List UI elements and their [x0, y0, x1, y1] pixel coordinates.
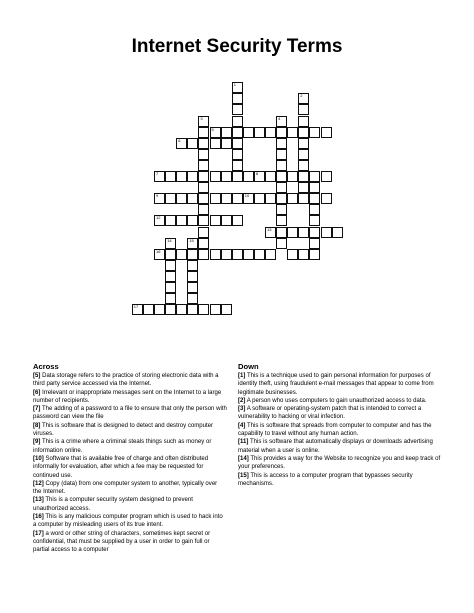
- grid-cell[interactable]: [254, 127, 265, 138]
- grid-cell[interactable]: [276, 149, 287, 160]
- grid-cell[interactable]: [232, 171, 243, 182]
- grid-cell[interactable]: [332, 227, 343, 238]
- clue-number: 7: [156, 171, 159, 176]
- across-heading: Across: [33, 362, 59, 371]
- down-clue: [238, 422, 446, 439]
- grid-cell[interactable]: [187, 171, 198, 182]
- clue-text: Software that is available free of charge and often distributed informally for evaluation, after which a fee may be requested for continued use.: [33, 455, 209, 479]
- page-title: Internet Security Terms: [131, 36, 343, 57]
- grid-cell[interactable]: [298, 193, 309, 204]
- clue-number: [13]: [33, 497, 44, 504]
- down-clue-list: [238, 372, 446, 488]
- across-clues: [33, 362, 227, 555]
- clue-number: [14]: [238, 455, 249, 462]
- grid-cell[interactable]: [198, 249, 209, 260]
- grid-cell[interactable]: [154, 193, 165, 204]
- grid-cell[interactable]: [265, 227, 276, 238]
- grid-cell[interactable]: [265, 249, 276, 260]
- down-clue: [238, 455, 446, 472]
- clue-text: This is software that is designed to detect and destroy computer viruses.: [33, 422, 214, 438]
- grid-cell[interactable]: [198, 127, 209, 138]
- grid-cell[interactable]: [276, 116, 287, 127]
- clue-number: 8: [255, 171, 259, 176]
- grid-cell[interactable]: [232, 215, 243, 226]
- grid-cell[interactable]: [176, 215, 187, 226]
- down-clue: [238, 472, 446, 489]
- grid-cell[interactable]: [309, 127, 320, 138]
- grid-cell[interactable]: [187, 138, 198, 149]
- across-clue-list: [33, 372, 227, 555]
- grid-cell[interactable]: [143, 304, 154, 315]
- grid-cell[interactable]: [309, 249, 320, 260]
- grid-cell[interactable]: [276, 182, 287, 193]
- clue-number: [15]: [238, 472, 249, 479]
- grid-cell[interactable]: [210, 304, 221, 315]
- clue-text: a word or other string of characters, sometimes kept secret or confidential, that must be supplied by a user in order to gain full or partial access to a computer: [33, 530, 211, 554]
- grid-cell[interactable]: [309, 238, 320, 249]
- down-clue: [238, 397, 446, 405]
- clue-text: This provides a way for the Website to recognize you and keep track of your preferences.: [238, 455, 441, 471]
- grid-cell[interactable]: [298, 182, 309, 193]
- grid-cell[interactable]: [198, 171, 209, 182]
- grid-cell[interactable]: [221, 127, 232, 138]
- grid-cell[interactable]: [165, 238, 176, 249]
- down-clue: [238, 438, 446, 455]
- grid-cell[interactable]: [276, 238, 287, 249]
- clue-number: 4: [278, 115, 281, 121]
- grid-cell[interactable]: [198, 160, 209, 171]
- grid-cell[interactable]: [198, 149, 209, 160]
- grid-cell[interactable]: [210, 138, 221, 149]
- grid-cell[interactable]: [321, 227, 332, 238]
- grid-cell[interactable]: [309, 182, 320, 193]
- down-clues: [238, 362, 446, 488]
- clue-number: 12: [156, 215, 161, 221]
- clue-text: Copy (data) from one computer system to another, typically over the Internet.: [33, 480, 218, 496]
- grid-cell[interactable]: [176, 249, 187, 260]
- clue-number: [9]: [33, 439, 41, 446]
- grid-cell[interactable]: [243, 193, 254, 204]
- grid-cell[interactable]: [165, 304, 176, 315]
- across-clue: [33, 513, 227, 530]
- across-clue: [33, 530, 227, 555]
- grid-cell[interactable]: [276, 227, 287, 238]
- clue-number: 6: [178, 137, 181, 143]
- grid-cell[interactable]: [309, 215, 320, 226]
- grid-cell[interactable]: [254, 171, 265, 182]
- across-clue: [33, 455, 227, 480]
- clue-number: 17: [133, 304, 139, 310]
- grid-cell[interactable]: [154, 249, 165, 260]
- grid-cell[interactable]: [309, 193, 320, 204]
- down-clue: [238, 372, 446, 397]
- grid-cell[interactable]: [298, 93, 309, 104]
- grid-cell[interactable]: [298, 149, 309, 160]
- grid-cell[interactable]: [298, 127, 309, 138]
- grid-cell[interactable]: [198, 193, 209, 204]
- grid-cell[interactable]: [221, 193, 232, 204]
- grid-cell[interactable]: [187, 271, 198, 282]
- clue-number: [17]: [33, 530, 44, 537]
- grid-cell[interactable]: [221, 249, 232, 260]
- grid-cell[interactable]: [276, 215, 287, 226]
- grid-cell[interactable]: [287, 249, 298, 260]
- grid-cell[interactable]: [232, 116, 243, 127]
- grid-cell[interactable]: [232, 149, 243, 160]
- grid-cell[interactable]: [287, 127, 298, 138]
- grid-cell[interactable]: [176, 138, 187, 149]
- grid-cell[interactable]: [221, 304, 232, 315]
- grid-cell[interactable]: [232, 104, 243, 115]
- grid-cell[interactable]: [298, 227, 309, 238]
- grid-cell[interactable]: [165, 271, 176, 282]
- grid-cell[interactable]: [154, 304, 165, 315]
- clue-number: [11]: [238, 439, 249, 446]
- grid-cell[interactable]: [165, 260, 176, 271]
- across-clue: [33, 389, 227, 406]
- grid-cell[interactable]: [243, 249, 254, 260]
- clue-text: This is any malicious computer program which is used to hack into a computer by misleading users of its true intent.: [33, 514, 223, 529]
- grid-cell[interactable]: [187, 260, 198, 271]
- grid-cell[interactable]: [198, 204, 209, 215]
- clue-text: This is software that automatically displays or downloads advertising material when a user is online.: [238, 439, 433, 454]
- across-clue: [33, 438, 227, 455]
- grid-cell[interactable]: [298, 249, 309, 260]
- clue-number: 1: [233, 82, 236, 88]
- clue-text: This is a computer security system designed to prevent unauthorized access.: [33, 497, 193, 512]
- clue-text: Data storage refers to the practice of storing electronic data with a third party service accessed via the Internet.: [33, 373, 219, 388]
- grid-cell[interactable]: [232, 93, 243, 104]
- grid-cell[interactable]: [210, 171, 221, 182]
- clue-number: [2]: [238, 397, 246, 404]
- clue-number: [4]: [238, 422, 246, 429]
- clue-number: 9: [156, 193, 159, 199]
- clue-text: The adding of a password to a file to ensure that only the person with password can view the file: [33, 406, 227, 421]
- grid-cell[interactable]: [187, 304, 198, 315]
- grid-cell[interactable]: [232, 138, 243, 149]
- grid-cell[interactable]: [210, 215, 221, 226]
- clue-number: 16: [156, 248, 161, 254]
- clue-number: [5]: [33, 373, 41, 379]
- grid-cell[interactable]: [243, 127, 254, 138]
- grid-cell[interactable]: [287, 171, 298, 182]
- across-clue: [33, 405, 227, 422]
- grid-cell[interactable]: [221, 171, 232, 182]
- grid-cell[interactable]: [232, 249, 243, 260]
- grid-cell[interactable]: [298, 160, 309, 171]
- grid-cell[interactable]: [176, 193, 187, 204]
- clue-number: [7]: [33, 406, 41, 413]
- grid-cell[interactable]: [298, 138, 309, 149]
- grid-cell[interactable]: [265, 193, 276, 204]
- grid-cell[interactable]: [198, 238, 209, 249]
- grid-cell[interactable]: [210, 193, 221, 204]
- clue-number: 3: [200, 115, 203, 121]
- clue-number: [10]: [33, 455, 44, 462]
- clue-number: 15: [189, 237, 194, 243]
- clue-text: This is access to a computer program that bypasses security mechanisms.: [238, 472, 413, 487]
- grid-cell[interactable]: [232, 82, 243, 93]
- grid-cell[interactable]: [232, 127, 243, 138]
- grid-cell[interactable]: [287, 193, 298, 204]
- grid-cell[interactable]: [198, 182, 209, 193]
- grid-cell[interactable]: [165, 215, 176, 226]
- grid-cell[interactable]: [132, 304, 143, 315]
- grid-cell[interactable]: [321, 171, 332, 182]
- grid-cell[interactable]: [321, 127, 332, 138]
- grid-cell[interactable]: [276, 160, 287, 171]
- across-clue: [33, 496, 227, 513]
- grid-cell[interactable]: [276, 193, 287, 204]
- grid-cell[interactable]: [198, 116, 209, 127]
- clue-text: A person who uses computers to gain unauthorized access to data.: [246, 397, 427, 404]
- grid-cell[interactable]: [165, 293, 176, 304]
- grid-cell[interactable]: [165, 282, 176, 293]
- grid-cell[interactable]: [154, 171, 165, 182]
- grid-cell[interactable]: [276, 204, 287, 215]
- grid-cell[interactable]: [210, 249, 221, 260]
- grid-cell[interactable]: [254, 193, 265, 204]
- across-clue: [33, 372, 227, 389]
- grid-cell[interactable]: [309, 204, 320, 215]
- grid-cell[interactable]: [187, 293, 198, 304]
- grid-cell[interactable]: [198, 138, 209, 149]
- clue-number: 10: [244, 193, 250, 199]
- grid-cell[interactable]: [210, 127, 221, 138]
- grid-cell[interactable]: [254, 249, 265, 260]
- grid-cell[interactable]: [298, 116, 309, 127]
- grid-cell[interactable]: [298, 171, 309, 182]
- grid-cell[interactable]: [321, 193, 332, 204]
- grid-cell[interactable]: [187, 193, 198, 204]
- grid-cell[interactable]: [198, 227, 209, 238]
- down-heading: Down: [238, 362, 259, 371]
- grid-cell[interactable]: [265, 127, 276, 138]
- across-clue: [33, 422, 227, 439]
- grid-cell[interactable]: [232, 193, 243, 204]
- clue-number: 5: [211, 126, 214, 132]
- clue-number: [16]: [33, 514, 44, 521]
- grid-cell[interactable]: [165, 249, 176, 260]
- clue-number: 13: [267, 226, 272, 232]
- grid-cell[interactable]: [276, 138, 287, 149]
- clue-number: [6]: [33, 389, 41, 396]
- down-clue: [238, 405, 446, 422]
- clue-number: [12]: [33, 480, 44, 487]
- grid-cell[interactable]: [287, 227, 298, 238]
- grid-cell[interactable]: [221, 138, 232, 149]
- clue-text: This is software that spreads from computer to computer and has the capability to travel without any human action.: [238, 422, 432, 438]
- clue-number: [1]: [238, 373, 246, 379]
- grid-cell[interactable]: [276, 127, 287, 138]
- grid-cell[interactable]: [309, 227, 320, 238]
- grid-cell[interactable]: [243, 171, 254, 182]
- across-clue: [33, 480, 227, 497]
- grid-cell[interactable]: [309, 171, 320, 182]
- grid-cell[interactable]: [187, 282, 198, 293]
- grid-cell[interactable]: [154, 215, 165, 226]
- clue-number: [8]: [33, 422, 41, 429]
- grid-cell[interactable]: [198, 215, 209, 226]
- grid-cell[interactable]: [298, 104, 309, 115]
- grid-cell[interactable]: [198, 304, 209, 315]
- clue-number: [3]: [238, 406, 246, 413]
- grid-cell[interactable]: [187, 215, 198, 226]
- grid-cell[interactable]: [265, 171, 276, 182]
- grid-cell[interactable]: [187, 238, 198, 249]
- clue-text: Irrelevant or inappropriate messages sent on the Internet to a large number of recipients.: [33, 389, 222, 404]
- grid-cell[interactable]: [176, 171, 187, 182]
- clue-number: 2: [300, 93, 303, 99]
- grid-cell[interactable]: [221, 215, 232, 226]
- clue-text: A software or operating-system patch that is intended to correct a vulnerability to hacking or viral infection.: [238, 406, 422, 421]
- clue-text: This is a technique used to gain personal information for purposes of identity theft, using fraudulent e-mail messages that appear to come from legitimate businesses.: [238, 373, 434, 396]
- clue-text: This is a crime where a criminal steals things such as money or information online.: [33, 439, 212, 454]
- grid-cell[interactable]: [165, 193, 176, 204]
- grid-cell[interactable]: [232, 160, 243, 171]
- grid-cell[interactable]: [165, 171, 176, 182]
- grid-cell[interactable]: [176, 304, 187, 315]
- grid-cell[interactable]: [187, 249, 198, 260]
- clue-number: 14: [167, 237, 172, 243]
- grid-cell[interactable]: [276, 171, 287, 182]
